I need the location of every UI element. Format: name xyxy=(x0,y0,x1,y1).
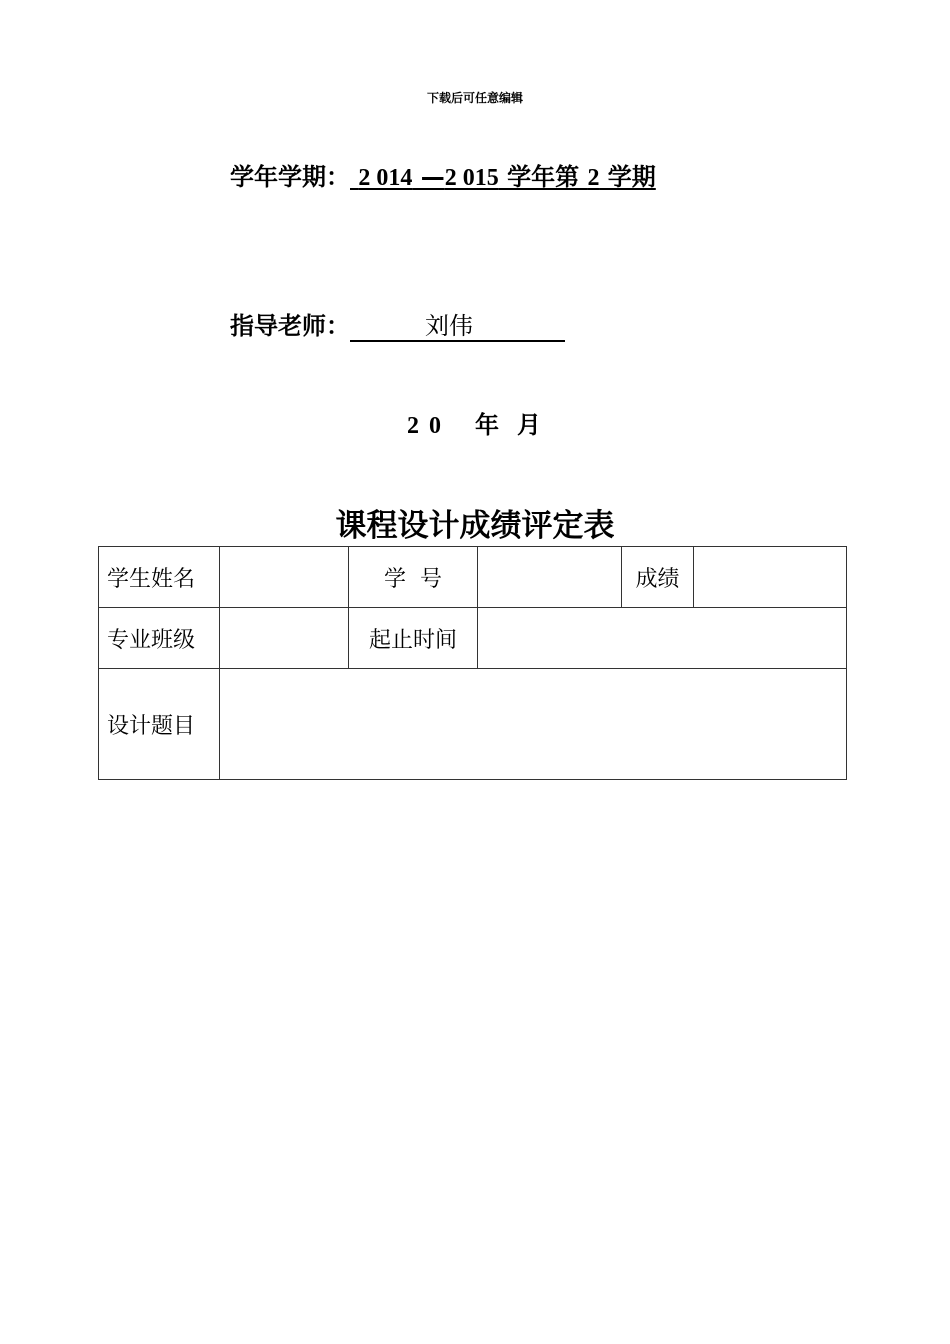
advisor-line xyxy=(230,306,565,342)
advisor-label: 指导老师： xyxy=(230,312,350,340)
semester-value xyxy=(350,163,656,191)
student-id-cell[interactable] xyxy=(478,547,622,608)
semester-dash: — xyxy=(412,163,445,191)
student-name-cell[interactable] xyxy=(220,547,349,608)
semester-label: 学年学期： xyxy=(230,163,350,191)
semester-line xyxy=(230,157,656,192)
table-row xyxy=(99,608,847,669)
grade-table xyxy=(98,546,847,780)
topic-cell[interactable] xyxy=(220,669,847,780)
table-row xyxy=(99,669,847,780)
semester-year-start: 2 014 xyxy=(358,165,413,191)
student-id-label: 学 号 xyxy=(349,547,478,608)
table-row xyxy=(99,547,847,608)
class-cell[interactable] xyxy=(220,608,349,669)
header-note: 下载后可任意编辑 xyxy=(426,91,523,105)
class-label: 专业班级 xyxy=(99,608,220,669)
table-title: 课程设计成绩评定表 xyxy=(335,508,615,544)
student-name-label: 学生姓名 xyxy=(99,547,220,608)
advisor-name: 刘伟 xyxy=(350,312,565,342)
score-label: 成绩 xyxy=(622,547,694,608)
topic-label: 设计题目 xyxy=(99,669,220,780)
semester-suffix: 学期 xyxy=(599,163,656,191)
semester-term: 2 xyxy=(587,165,600,191)
period-label: 起止时间 xyxy=(349,608,478,669)
date-line: 2 0 年 月 xyxy=(407,413,543,439)
period-cell[interactable] xyxy=(478,608,847,669)
semester-middle: 学年第 xyxy=(498,163,588,191)
semester-year-end: 2 015 xyxy=(444,165,499,191)
score-cell[interactable] xyxy=(694,547,847,608)
